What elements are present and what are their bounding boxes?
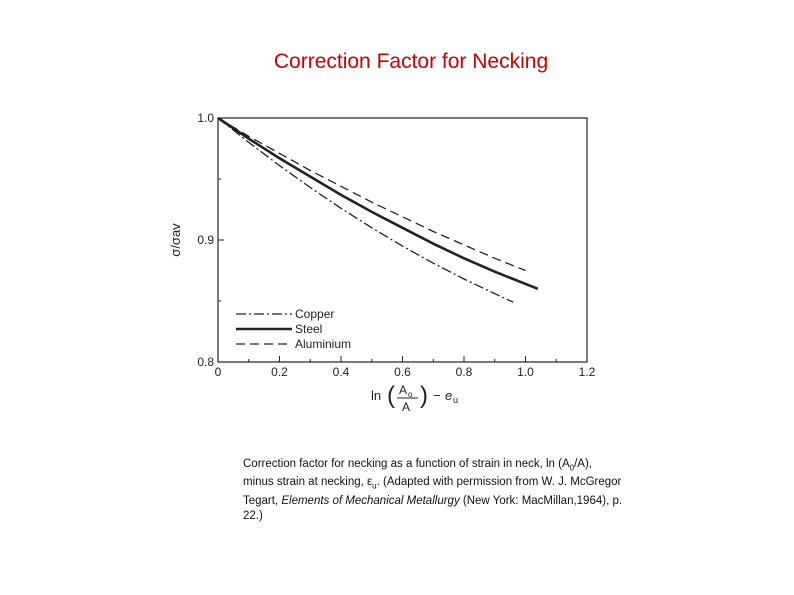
plot-area xyxy=(168,111,596,414)
slide-title: Correction Factor for Necking xyxy=(273,50,549,73)
x-label-numerator: A xyxy=(399,383,408,397)
x-label-lparen: ( xyxy=(387,382,395,409)
caption-book-title: Elements of Mechanical Metallurgy xyxy=(281,494,460,507)
x-tick-label-1: 0.2 xyxy=(271,365,288,379)
x-label-sub-o: o xyxy=(408,390,413,399)
caption-text-mid1: /A), minus strain at necking, ε xyxy=(243,458,592,489)
caption-sub-0: 0 xyxy=(569,463,575,473)
series-line-steel xyxy=(218,118,538,289)
legend-label-aluminium: Aluminium xyxy=(295,337,352,351)
x-label-ln: ln xyxy=(371,388,382,403)
y-tick-label-0: 0.8 xyxy=(197,355,214,369)
series-line-copper xyxy=(218,118,513,302)
x-tick-label-0: 0 xyxy=(214,365,222,379)
x-label-minus: − xyxy=(433,388,441,403)
x-label-sub-u: u xyxy=(453,395,459,405)
x-tick-label-2: 0.4 xyxy=(332,365,350,379)
figure-caption xyxy=(243,457,623,524)
legend-label-steel: Steel xyxy=(295,322,323,336)
x-tick-label-6: 1.2 xyxy=(578,365,596,379)
x-tick-label-4: 0.8 xyxy=(455,365,473,379)
x-label-rparen: ) xyxy=(420,382,428,409)
x-label-e: e xyxy=(445,388,453,403)
series-line-aluminium xyxy=(218,118,526,271)
x-tick-label-3: 0.6 xyxy=(394,365,411,379)
caption-sub-u: u xyxy=(372,481,377,491)
chart xyxy=(160,108,600,418)
caption-text-mid2: . (Adapted with permission from W. J. McGregor Tegart, xyxy=(243,476,622,507)
caption-text-pre: Correction factor for necking as a function of strain in neck, ln (A xyxy=(243,458,570,470)
legend-label-copper: Copper xyxy=(295,307,335,321)
x-axis-label xyxy=(371,382,458,414)
caption-text-post: (New York: MacMillan,1964), p. 22.) xyxy=(243,494,623,522)
x-label-denominator: A xyxy=(402,400,411,414)
y-axis-label: σ/σav xyxy=(168,223,183,257)
y-tick-label-1: 0.9 xyxy=(197,233,214,247)
x-tick-label-5: 1.0 xyxy=(517,365,534,379)
y-tick-label-2: 1.0 xyxy=(197,111,214,125)
